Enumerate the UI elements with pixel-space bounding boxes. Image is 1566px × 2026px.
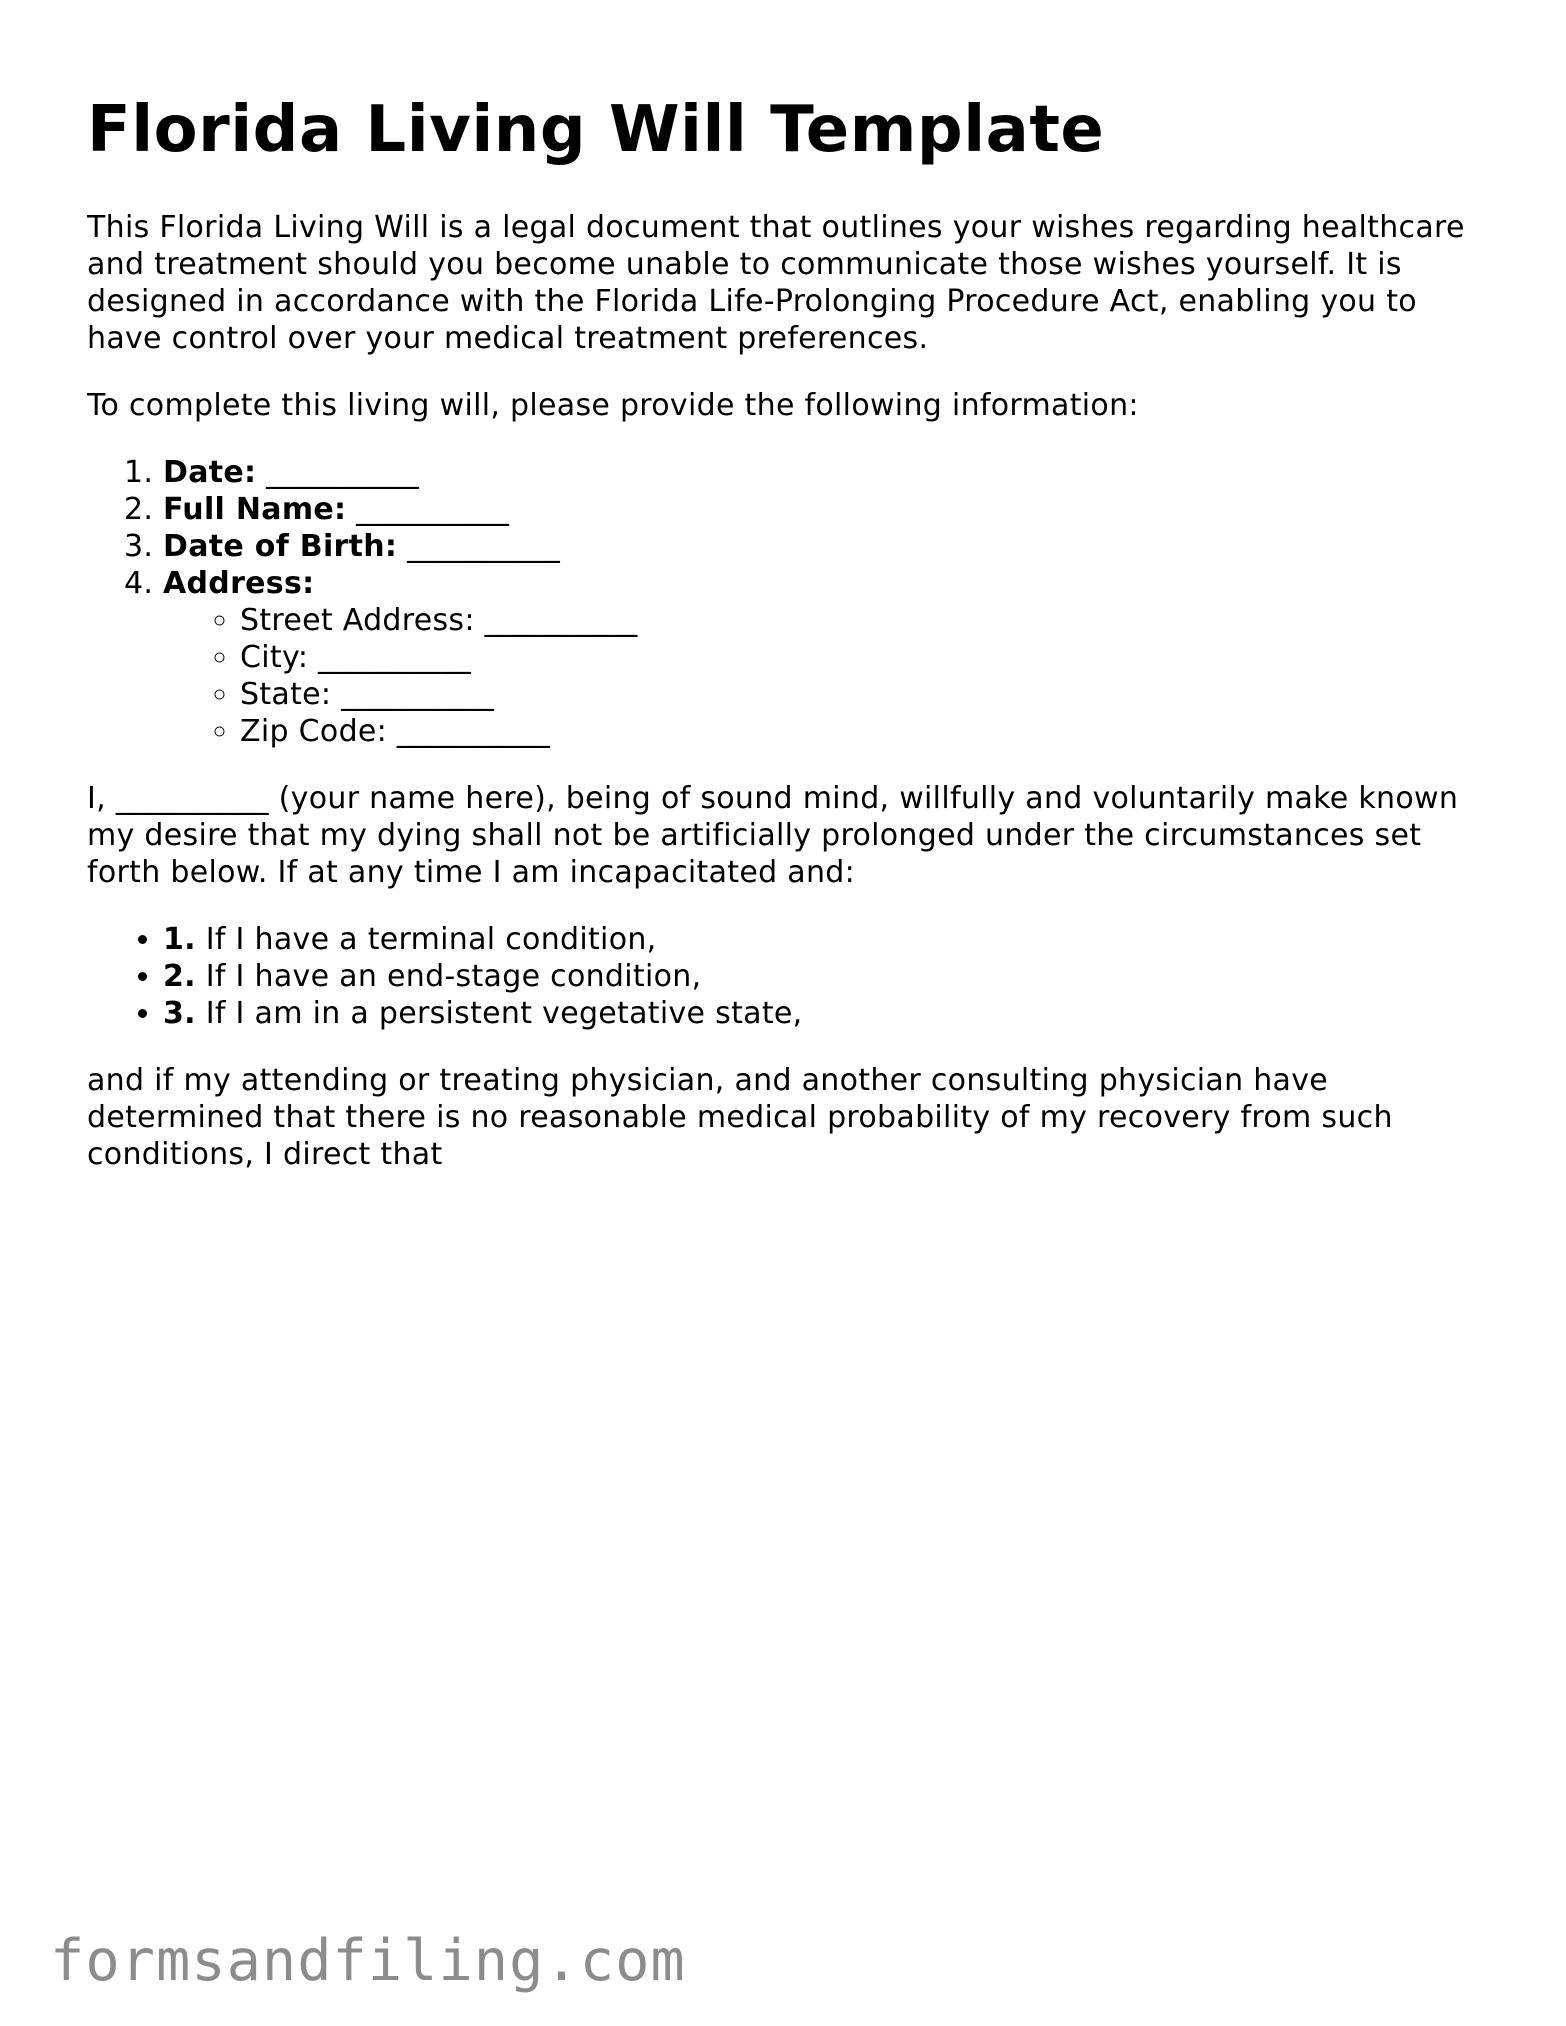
condition-item — [163, 921, 1487, 958]
site-watermark: formsandfiling.com — [50, 1928, 686, 1994]
condition-number: 3. — [163, 996, 196, 1032]
field-date — [163, 454, 1487, 491]
declaration-paragraph — [87, 780, 1487, 891]
field-label: Address: — [163, 566, 315, 602]
field-blank: __________ — [256, 455, 420, 491]
info-field-list — [87, 454, 1487, 750]
page-title: Florida Living Will Template — [87, 93, 1105, 167]
field-label: Full Name: — [163, 492, 347, 528]
field-label: Date: — [163, 455, 257, 491]
condition-text: If I have a terminal condition, — [195, 922, 657, 958]
field-address — [163, 565, 1487, 750]
field-full-name — [163, 491, 1487, 528]
field-date-of-birth — [163, 528, 1487, 565]
condition-text: If I have an end-stage condition, — [195, 959, 702, 995]
intro-paragraph: This Florida Living Will is a legal document that outlines your wishes regarding healthcare and treatment should you become unable to communicate those wishes yourself. It is designed in accordance with the Florida Life-Prolonging Procedure Act, enabling you to have control over your medical treatment preferences. — [87, 210, 1465, 357]
address-sub-list — [163, 602, 1487, 750]
condition-item — [163, 958, 1487, 995]
closing-paragraph: and if my attending or treating physician, and another consulting physician have determined that there is no reasonable medical probability of my recovery from such conditions, I direct that — [87, 1063, 1393, 1173]
document-page — [87, 95, 1487, 1203]
condition-number: 1. — [163, 922, 196, 958]
address-state: ◦ State: __________ — [240, 676, 1487, 713]
address-city: ◦ City: __________ — [240, 639, 1487, 676]
declaration-name-blank: __________ — [115, 781, 269, 817]
declaration-prefix: I, — [87, 781, 116, 817]
field-label: Date of Birth: — [163, 529, 398, 565]
conditions-list — [87, 921, 1487, 1032]
condition-item — [163, 995, 1487, 1032]
address-zip: ◦ Zip Code: __________ — [240, 713, 1487, 750]
condition-text: If I am in a persistent vegetative state, — [195, 996, 803, 1032]
declaration-text: (your name here), being of sound mind, willfully and voluntarily make known my desire that my dying shall not be artificially prolonged under the circumstances set forth below. If at any time I am incapacitated and: — [87, 781, 1459, 891]
condition-number: 2. — [163, 959, 196, 995]
field-blank: __________ — [397, 529, 561, 565]
address-street: ◦ Street Address: __________ — [240, 602, 1487, 639]
instruction-paragraph: To complete this living will, please provide the following information: — [87, 388, 1139, 424]
field-blank: __________ — [346, 492, 510, 528]
